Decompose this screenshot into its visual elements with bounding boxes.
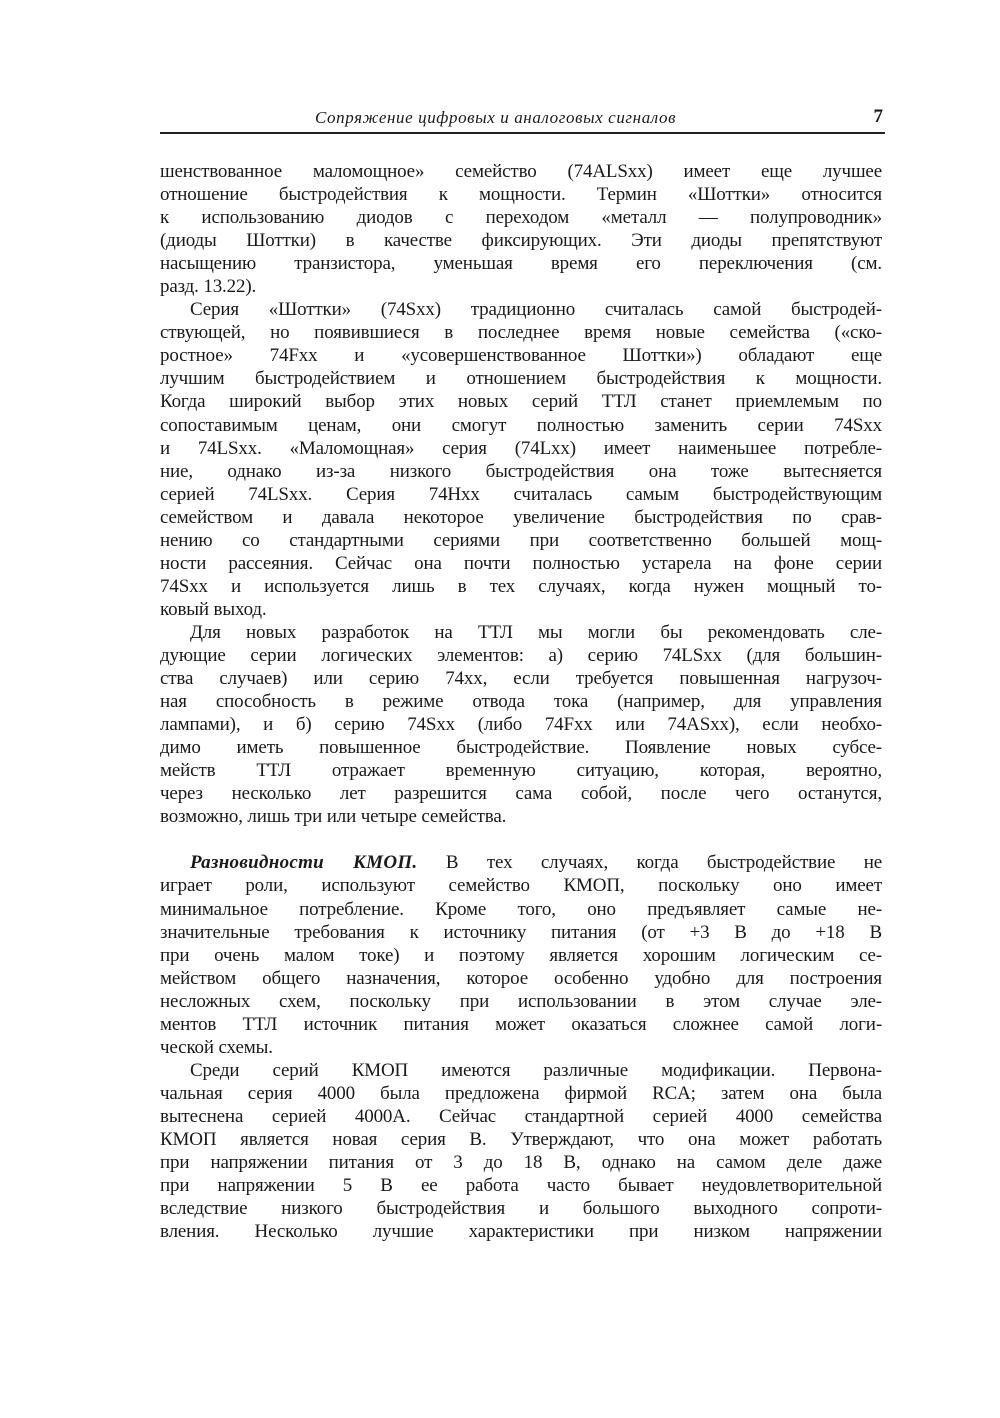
text-line: КМОП является новая серия В. Утверждают, что она может работать — [160, 1128, 882, 1150]
paragraph-4 — [160, 874, 882, 1058]
text-line: разд. 13.22). — [160, 276, 257, 298]
text-line: играет роли, используют семейство КМОП, поскольку оно имеет — [160, 875, 882, 897]
text-line: ростное» 74Fxx и «усовершенствованное Шоттки») обладают еще — [160, 345, 882, 367]
text-line: возможно, лишь три или четыре семейства. — [160, 806, 507, 828]
text-line: ковый выход. — [160, 598, 267, 620]
text-line: дующие серии логических элементов: а) серию 74LSxx (для большин- — [160, 644, 882, 666]
text-line: насыщению транзистора, уменьшая время его переключения (см. — [160, 253, 882, 275]
section-gap — [160, 828, 882, 851]
text-line: мейств ТТЛ отражает временную ситуацию, которая, вероятно, — [160, 760, 882, 782]
page-body — [160, 160, 882, 1243]
text-line: ства случаев) или серию 74xx, если требуется повышенная нагрузоч- — [160, 668, 882, 690]
text-line: ние, однако из-за низкого быстродействия она тоже вытесняется — [160, 460, 882, 482]
paragraph-1 — [160, 160, 882, 298]
text-line: при напряжении 5 В ее работа часто бывает неудовлетворительной — [160, 1175, 882, 1197]
text-line: вытеснена серией 4000А. Сейчас стандартной серией 4000 семейства — [160, 1105, 882, 1127]
text-line: лучшим быстродействием и отношением быстродействия к мощности. — [160, 368, 882, 390]
text-line: ная способность в режиме отвода тока (например, для управления — [160, 691, 882, 713]
paragraph-5 — [160, 1059, 882, 1243]
text-line: лампами), и б) серию 74Sxx (либо 74Fxx или 74ASxx), если необхо- — [160, 714, 882, 736]
text-line: вления. Несколько лучшие характеристики при низком напряжении — [160, 1221, 882, 1243]
text-line: чальная серия 4000 была предложена фирмой RCA; затем она была — [160, 1082, 882, 1104]
paragraph-2 — [160, 298, 882, 621]
text-line: серией 74LSxx. Серия 74Hxx считалась самым быстродействующим — [160, 483, 882, 505]
text-line: ствующей, но появившиеся в последнее время новые семейства («ско- — [160, 322, 882, 344]
text-line: сопоставимым ценам, они смогут полностью заменить серии 74Sxx — [160, 414, 882, 436]
text-line: семейством и давала некоторое увеличение быстродействия по срав- — [160, 506, 882, 528]
text-line: и 74LSxx. «Маломощная» серия (74Lxx) имеет наименьшее потребле- — [160, 437, 882, 459]
text-line: отношение быстродействия к мощности. Термин «Шоттки» относится — [160, 184, 882, 206]
heading-line-text: В тех случаях, когда быстродействие не — [417, 852, 882, 874]
text-line — [160, 851, 882, 874]
text-line: вследствие низкого быстродействия и большого выходного сопроти- — [160, 1198, 882, 1220]
paragraph-cmos-heading — [160, 851, 882, 874]
paragraph-3 — [160, 621, 882, 828]
text-line: при напряжении питания от 3 до 18 В, однако на самом деле даже — [160, 1152, 882, 1174]
text-line: (диоды Шоттки) в качестве фиксирующих. Эти диоды препятствуют — [160, 230, 882, 252]
text-line: 74Sxx и используется лишь в тех случаях, когда нужен мощный то- — [160, 575, 882, 597]
text-line: через несколько лет разрешится сама собой, после чего останутся, — [160, 783, 882, 805]
text-line: значительные требования к источнику питания (от +3 В до +18 В — [160, 921, 882, 943]
text-line: к использованию диодов с переходом «металл — полупроводник» — [160, 207, 882, 229]
text-line: Для новых разработок на ТТЛ мы могли бы рекомендовать сле- — [190, 621, 882, 643]
text-line: Серия «Шоттки» (74Sxx) традиционно считалась самой быстродей- — [190, 299, 882, 321]
section-heading: Разновидности КМОП. — [190, 852, 418, 874]
text-line: минимальное потребление. Кроме того, оно предъявляет самые не- — [160, 898, 882, 920]
page-number: 7 — [873, 106, 883, 127]
text-line: нению со стандартными сериями при соответственно большей мощ- — [160, 529, 882, 551]
text-line: ментов ТТЛ источник питания может оказаться сложнее самой логи- — [160, 1013, 882, 1035]
text-line: димо иметь повышенное быстродействие. Появление новых субсе- — [160, 737, 882, 759]
text-line: несложных схем, поскольку при использовании в этом случае эле- — [160, 990, 882, 1012]
text-line: Среди серий КМОП имеются различные модификации. Первона- — [190, 1059, 882, 1081]
running-head — [160, 106, 885, 134]
text-line: Когда широкий выбор этих новых серий ТТЛ станет приемлемым по — [160, 391, 882, 413]
text-line: шенствованное маломощное» семейство (74ALSxx) имеет еще лучшее — [160, 161, 882, 182]
running-head-title: Сопряжение цифровых и аналоговых сигналов — [315, 108, 677, 127]
text-line: ческой схемы. — [160, 1036, 273, 1058]
text-line: мейством общего назначения, которое особенно удобно для построения — [160, 967, 882, 989]
text-line: ности рассеяния. Сейчас она почти полностью устарела на фоне серии — [160, 552, 882, 574]
text-line: при очень малом токе) и поэтому является хорошим логическим се- — [160, 944, 882, 966]
